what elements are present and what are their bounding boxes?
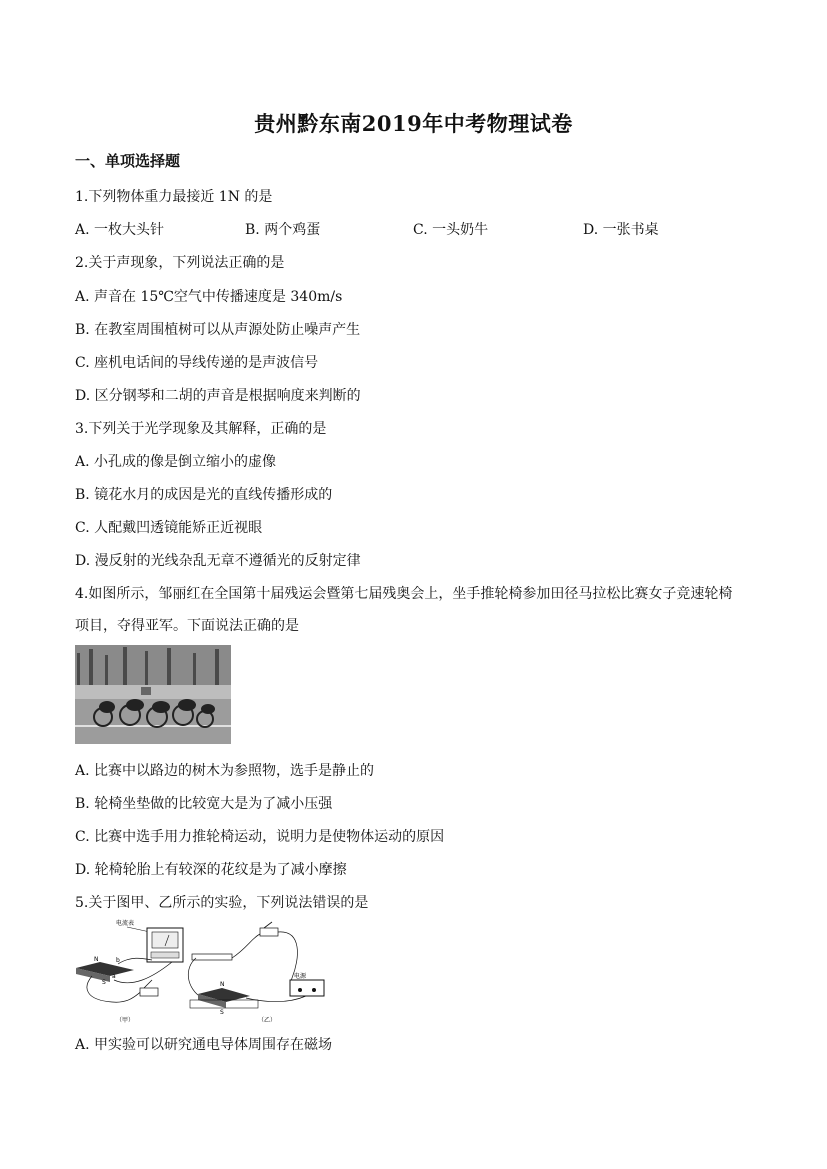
yi-magnet-s: S	[220, 1009, 224, 1016]
q5-stem: 5.关于图甲、乙所示的实验，下列说法错误的是	[75, 895, 369, 911]
electromagnetism-diagram	[72, 918, 337, 1026]
q1-option-d: D. 一张书桌	[583, 222, 659, 238]
page-title: 贵州黔东南2019年中考物理试卷	[254, 111, 573, 136]
q5-option-a: A. 甲实验可以研究通电导体周围存在磁场	[75, 1037, 333, 1053]
jia-point-a: a	[112, 973, 116, 980]
q1-option-b: B. 两个鸡蛋	[245, 222, 321, 238]
yi-magnet-n: N	[220, 981, 225, 988]
q3-stem: 3.下列关于光学现象及其解释，正确的是	[75, 421, 327, 437]
q4-option-d: D. 轮椅轮胎上有较深的花纹是为了减小摩擦	[75, 862, 347, 878]
q3-option-d: D. 漫反射的光线杂乱无章不遵循光的反射定律	[75, 553, 361, 569]
q2-option-d: D. 区分钢琴和二胡的声音是根据响度来判断的	[75, 388, 361, 404]
q1-option-c: C. 一头奶牛	[413, 222, 489, 238]
q2-option-b: B. 在教室周围植树可以从声源处防止噪声产生	[75, 322, 361, 338]
section-heading: 一、单项选择题	[75, 152, 181, 170]
fig-yi-label: （乙）	[258, 1017, 277, 1024]
ammeter-label: 电流表	[116, 920, 135, 927]
q2-option-a: A. 声音在 15℃空气中传播速度是 340m/s	[75, 289, 343, 305]
q4-option-c: C. 比赛中选手用力推轮椅运动，说明力是使物体运动的原因	[75, 829, 445, 845]
wheelchair-race-photo	[75, 645, 231, 744]
q1-option-a: A. 一枚大头针	[75, 222, 165, 238]
q2-option-c: C. 座机电话间的导线传递的是声波信号	[75, 355, 319, 371]
q2-stem: 2.关于声现象，下列说法正确的是	[75, 255, 285, 271]
q4-stem-line2: 项目，夺得亚军。下面说法正确的是	[75, 618, 299, 634]
q3-option-a: A. 小孔成的像是倒立缩小的虚像	[75, 454, 277, 470]
jia-point-b: b	[116, 957, 120, 964]
fig-jia-label: （甲）	[116, 1017, 135, 1024]
q3-option-b: B. 镜花水月的成因是光的直线传播形成的	[75, 487, 333, 503]
q1-stem: 1.下列物体重力最接近 1N 的是	[75, 189, 273, 205]
power-label: 电源	[294, 973, 307, 980]
q4-stem-line1: 4.如图所示，邹丽红在全国第十届残运会暨第七届残奥会上，坐手推轮椅参加田径马拉松比赛女子竞速轮椅	[75, 586, 733, 602]
jia-magnet-n: N	[94, 956, 99, 963]
q4-option-a: A. 比赛中以路边的树木为参照物，选手是静止的	[75, 763, 375, 779]
jia-magnet-s: S	[102, 979, 106, 986]
q4-option-b: B. 轮椅坐垫做的比较宽大是为了减小压强	[75, 796, 333, 812]
q3-option-c: C. 人配戴凹透镜能矫正近视眼	[75, 520, 263, 536]
